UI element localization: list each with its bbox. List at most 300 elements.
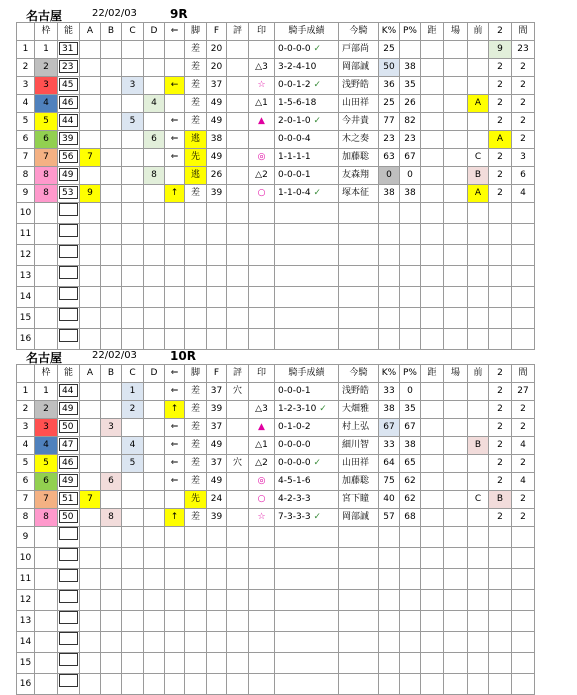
cell-prev [468, 308, 489, 329]
cell-second [489, 632, 512, 653]
cell-D [144, 266, 165, 287]
table-row[interactable] [17, 509, 535, 527]
cell-mark [249, 383, 275, 401]
cell-F: 49 [207, 95, 227, 113]
cell-D [144, 59, 165, 77]
cell-second: 2 [489, 185, 512, 203]
cell-F [207, 287, 227, 308]
table-row[interactable] [17, 383, 535, 401]
cell-trainer [339, 653, 379, 674]
cell-arrow [165, 590, 185, 611]
ability-value: 46 [59, 456, 78, 469]
jockey-record [275, 77, 339, 95]
cell-eval [227, 266, 249, 287]
cell-frame [35, 569, 58, 590]
cell-p [400, 224, 421, 245]
jockey-record-value: 1-1-0-4 [278, 188, 311, 198]
cell-prev [468, 653, 489, 674]
cell-dist [421, 401, 444, 419]
cell-mark: △1 [249, 437, 275, 455]
cell-eval [227, 95, 249, 113]
cell-D [144, 509, 165, 527]
ability-value: 46 [59, 96, 78, 109]
header-prev: 前 [468, 23, 489, 41]
cell-style: 逃 [185, 131, 207, 149]
jockey-record-value: 7-3-3-3 [278, 512, 311, 522]
jockey-record-value: 0-0-0-1 [278, 170, 311, 180]
cell-C [122, 203, 144, 224]
empty-row [17, 527, 535, 548]
cell-style: 差 [185, 59, 207, 77]
table-row[interactable] [17, 491, 535, 509]
empty-row [17, 611, 535, 632]
cell-D [144, 437, 165, 455]
cell-mark: ▲ [249, 419, 275, 437]
cell-p [400, 569, 421, 590]
cell-dist [421, 77, 444, 95]
ability-value: 50 [59, 510, 78, 523]
jockey-name: 友森翔 [339, 167, 379, 185]
horse-number: 4 [17, 95, 35, 113]
header-mark: 印 [249, 23, 275, 41]
cell-k: 38 [379, 185, 400, 203]
cell-prev: C [468, 149, 489, 167]
cell-prev [468, 41, 489, 59]
horse-number: 16 [17, 674, 35, 695]
cell-prev: A [468, 185, 489, 203]
cell-p: 26 [400, 95, 421, 113]
cell-second: B [489, 491, 512, 509]
cell-eval [227, 308, 249, 329]
cell-frame [35, 203, 58, 224]
cell-k [379, 569, 400, 590]
cell-mark [249, 203, 275, 224]
cell-A [80, 308, 101, 329]
cell-arrow [165, 59, 185, 77]
cell-A: 7 [80, 491, 101, 509]
cell-dist [421, 527, 444, 548]
cell-second: 2 [489, 95, 512, 113]
empty-row [17, 308, 535, 329]
cell-eval [227, 590, 249, 611]
cell-eval [227, 113, 249, 131]
cell-F: 37 [207, 77, 227, 95]
cell-eval [227, 473, 249, 491]
ability-cell [58, 149, 80, 167]
cell-arrow [165, 611, 185, 632]
cell-course [444, 527, 468, 548]
cell-p [400, 611, 421, 632]
table-row[interactable] [17, 455, 535, 473]
cell-second [489, 548, 512, 569]
cell-jrec [275, 224, 339, 245]
cell-jrec [275, 590, 339, 611]
cell-C [122, 41, 144, 59]
cell-eval [227, 491, 249, 509]
cell-k: 33 [379, 383, 400, 401]
cell-A [80, 632, 101, 653]
cell-dist [421, 185, 444, 203]
cell-frame: 8 [35, 509, 58, 527]
cell-C [122, 674, 144, 695]
jockey-record [275, 185, 339, 203]
table-row[interactable] [17, 95, 535, 113]
cell-prev [468, 401, 489, 419]
cell-interval [512, 245, 535, 266]
cell-arrow [165, 653, 185, 674]
cell-style: 差 [185, 419, 207, 437]
cell-A [80, 245, 101, 266]
cell-prev: C [468, 491, 489, 509]
cell-D [144, 569, 165, 590]
cell-course [444, 149, 468, 167]
cell-B [101, 287, 122, 308]
ability-cell [58, 401, 80, 419]
cell-dist [421, 59, 444, 77]
ability-cell [58, 167, 80, 185]
cell-prev [468, 455, 489, 473]
cell-p [400, 266, 421, 287]
cell-second: 2 [489, 77, 512, 95]
venue-name: 名古屋 [26, 351, 63, 365]
cell-eval: 穴 [227, 383, 249, 401]
horse-number: 6 [17, 473, 35, 491]
cell-k: 38 [379, 401, 400, 419]
table-row[interactable] [17, 167, 535, 185]
cell-course [444, 473, 468, 491]
cell-F: 37 [207, 455, 227, 473]
header-trainer: 今騎 [339, 365, 379, 383]
cell-dist [421, 41, 444, 59]
cell-C [122, 473, 144, 491]
cell-interval: 2 [512, 509, 535, 527]
cell-style: 差 [185, 113, 207, 131]
jockey-record [275, 473, 339, 491]
cell-second [489, 224, 512, 245]
cell-prev [468, 224, 489, 245]
horse-number: 9 [17, 527, 35, 548]
cell-A [80, 266, 101, 287]
horse-number: 2 [17, 59, 35, 77]
cell-A [80, 569, 101, 590]
race-date: 22/02/03 [92, 350, 137, 361]
cell-interval: 2 [512, 95, 535, 113]
ability-cell [58, 653, 80, 674]
race-header [0, 0, 577, 22]
table-row[interactable] [17, 59, 535, 77]
cell-k: 40 [379, 491, 400, 509]
cell-course [444, 401, 468, 419]
cell-B [101, 245, 122, 266]
cell-k [379, 590, 400, 611]
horse-number: 3 [17, 77, 35, 95]
cell-course [444, 383, 468, 401]
table-row[interactable] [17, 113, 535, 131]
cell-F: 39 [207, 401, 227, 419]
horse-number: 1 [17, 41, 35, 59]
ability-value [59, 653, 78, 666]
header-dist: 距 [421, 23, 444, 41]
cell-dist [421, 266, 444, 287]
race-table [16, 22, 535, 350]
table-row[interactable] [17, 131, 535, 149]
ability-cell [58, 419, 80, 437]
cell-D [144, 611, 165, 632]
ability-value: 49 [59, 474, 78, 487]
cell-p [400, 653, 421, 674]
jockey-name: 戸部尚 [339, 41, 379, 59]
jockey-name: 加藤聡 [339, 473, 379, 491]
cell-k [379, 632, 400, 653]
cell-eval [227, 41, 249, 59]
ability-cell [58, 185, 80, 203]
cell-interval: 2 [512, 401, 535, 419]
cell-interval [512, 308, 535, 329]
cell-dist [421, 653, 444, 674]
cell-A [80, 59, 101, 77]
cell-D [144, 527, 165, 548]
cell-mark [249, 527, 275, 548]
cell-D [144, 632, 165, 653]
ability-value: 39 [59, 132, 78, 145]
cell-B [101, 266, 122, 287]
cell-arrow [165, 569, 185, 590]
cell-p [400, 674, 421, 695]
ability-cell [58, 590, 80, 611]
table-row[interactable] [17, 419, 535, 437]
cell-prev [468, 590, 489, 611]
cell-B [101, 308, 122, 329]
cell-D [144, 308, 165, 329]
cell-eval [227, 287, 249, 308]
ability-value [59, 203, 78, 216]
cell-eval [227, 77, 249, 95]
jockey-record-value: 0-0-0-0 [278, 440, 311, 450]
table-row[interactable] [17, 77, 535, 95]
cell-B [101, 491, 122, 509]
cell-course [444, 632, 468, 653]
cell-style [185, 590, 207, 611]
cell-D: 4 [144, 95, 165, 113]
ability-cell [58, 308, 80, 329]
cell-B [101, 437, 122, 455]
cell-A [80, 383, 101, 401]
cell-mark: ◎ [249, 149, 275, 167]
header-p: P% [400, 365, 421, 383]
cell-C [122, 590, 144, 611]
cell-arrow [165, 224, 185, 245]
cell-arrow [165, 548, 185, 569]
cell-mark [249, 611, 275, 632]
cell-interval: 2 [512, 491, 535, 509]
cell-second: 2 [489, 437, 512, 455]
cell-mark [249, 569, 275, 590]
table-row[interactable] [17, 473, 535, 491]
header-row [17, 23, 535, 41]
cell-C [122, 185, 144, 203]
cell-D [144, 401, 165, 419]
table-row[interactable] [17, 41, 535, 59]
jockey-record [275, 383, 339, 401]
cell-course [444, 77, 468, 95]
cell-trainer [339, 611, 379, 632]
cell-C [122, 131, 144, 149]
horse-number: 4 [17, 437, 35, 455]
cell-course [444, 491, 468, 509]
cell-interval [512, 674, 535, 695]
cell-A [80, 224, 101, 245]
cell-interval: 2 [512, 455, 535, 473]
cell-F [207, 203, 227, 224]
ability-cell [58, 491, 80, 509]
ability-value [59, 245, 78, 258]
jockey-record-value: 0-0-0-1 [278, 386, 311, 396]
race-10r [0, 342, 577, 689]
cell-second: 2 [489, 383, 512, 401]
cell-dist [421, 437, 444, 455]
table-row[interactable] [17, 149, 535, 167]
cell-C [122, 569, 144, 590]
cell-prev [468, 266, 489, 287]
ability-cell [58, 77, 80, 95]
cell-D [144, 203, 165, 224]
horse-number: 7 [17, 149, 35, 167]
cell-D [144, 590, 165, 611]
cell-interval: 2 [512, 131, 535, 149]
cell-A [80, 611, 101, 632]
jockey-record [275, 59, 339, 77]
table-row[interactable] [17, 185, 535, 203]
cell-style: 差 [185, 437, 207, 455]
cell-B [101, 59, 122, 77]
table-row[interactable] [17, 437, 535, 455]
cell-mark: △3 [249, 401, 275, 419]
header-ability: 能 [58, 365, 80, 383]
cell-A [80, 674, 101, 695]
jockey-record-value: 1-1-1-1 [278, 152, 311, 162]
cell-mark [249, 41, 275, 59]
cell-A [80, 77, 101, 95]
cell-A [80, 131, 101, 149]
cell-frame: 8 [35, 167, 58, 185]
cell-dist [421, 113, 444, 131]
cell-B [101, 131, 122, 149]
cell-jrec [275, 611, 339, 632]
cell-p [400, 203, 421, 224]
cell-mark: △2 [249, 455, 275, 473]
jockey-record [275, 149, 339, 167]
cell-dist [421, 548, 444, 569]
ability-value: 53 [59, 186, 78, 199]
cell-C [122, 419, 144, 437]
cell-arrow: ⇐ [165, 383, 185, 401]
cell-A [80, 653, 101, 674]
horse-number: 6 [17, 131, 35, 149]
cell-F [207, 548, 227, 569]
race-number: 10R [170, 349, 196, 363]
horse-number: 3 [17, 419, 35, 437]
cell-trainer [339, 245, 379, 266]
cell-arrow [165, 674, 185, 695]
cell-interval: 23 [512, 41, 535, 59]
cell-prev [468, 287, 489, 308]
cell-prev [468, 509, 489, 527]
cell-k: 67 [379, 419, 400, 437]
check-icon: ✓ [310, 116, 322, 126]
cell-B [101, 401, 122, 419]
horse-number: 14 [17, 287, 35, 308]
cell-interval: 6 [512, 167, 535, 185]
cell-A [80, 509, 101, 527]
cell-k: 50 [379, 59, 400, 77]
cell-dist [421, 611, 444, 632]
cell-frame: 3 [35, 419, 58, 437]
cell-course [444, 167, 468, 185]
cell-D [144, 473, 165, 491]
cell-F [207, 224, 227, 245]
cell-eval [227, 149, 249, 167]
cell-arrow [165, 632, 185, 653]
empty-row [17, 224, 535, 245]
cell-p: 35 [400, 77, 421, 95]
horse-number: 8 [17, 167, 35, 185]
cell-style [185, 674, 207, 695]
cell-second [489, 308, 512, 329]
header-second: 2 [489, 23, 512, 41]
cell-C [122, 245, 144, 266]
header-style: 脚 [185, 23, 207, 41]
cell-arrow: ⇐ [165, 131, 185, 149]
jockey-record-value: 1-2-3-10 [278, 404, 317, 414]
jockey-record-value: 0-0-0-0 [278, 458, 311, 468]
cell-p [400, 287, 421, 308]
cell-frame: 8 [35, 185, 58, 203]
cell-course [444, 113, 468, 131]
cell-interval [512, 590, 535, 611]
cell-B [101, 548, 122, 569]
cell-frame: 4 [35, 437, 58, 455]
jockey-name: 村上弘 [339, 419, 379, 437]
check-icon: ✓ [310, 512, 322, 522]
horse-number: 15 [17, 308, 35, 329]
cell-A: 9 [80, 185, 101, 203]
jockey-record [275, 509, 339, 527]
cell-eval [227, 611, 249, 632]
cell-jrec [275, 245, 339, 266]
cell-eval [227, 674, 249, 695]
cell-eval: 穴 [227, 455, 249, 473]
ability-value [59, 287, 78, 300]
cell-trainer [339, 632, 379, 653]
cell-interval [512, 203, 535, 224]
cell-style [185, 224, 207, 245]
cell-k [379, 308, 400, 329]
header-interval: 間 [512, 23, 535, 41]
cell-frame [35, 308, 58, 329]
cell-B [101, 224, 122, 245]
empty-row [17, 590, 535, 611]
cell-k: 75 [379, 473, 400, 491]
cell-p [400, 548, 421, 569]
cell-k [379, 548, 400, 569]
cell-A [80, 590, 101, 611]
table-row[interactable] [17, 401, 535, 419]
cell-trainer [339, 224, 379, 245]
cell-second [489, 611, 512, 632]
cell-D: 8 [144, 167, 165, 185]
cell-second [489, 527, 512, 548]
horse-number: 16 [17, 329, 35, 350]
